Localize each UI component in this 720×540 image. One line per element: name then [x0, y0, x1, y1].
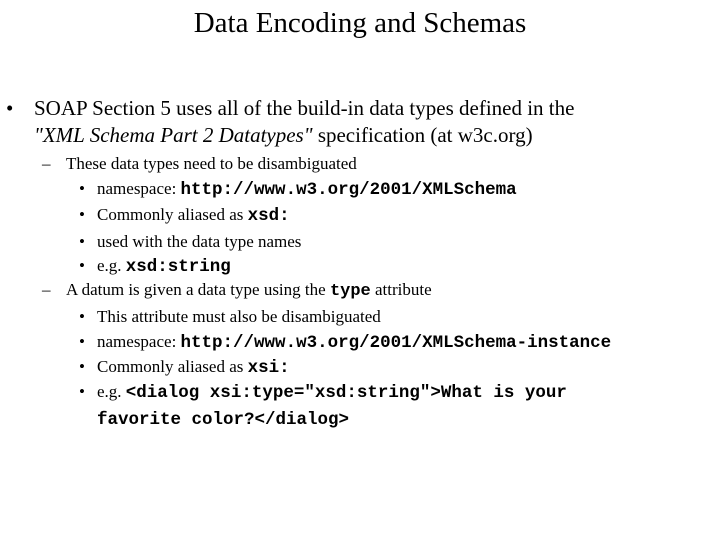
item-prefix: Commonly aliased as	[97, 357, 248, 376]
item-code: http://www.w3.org/2001/XMLSchema	[180, 180, 517, 200]
item-prefix: e.g.	[97, 256, 126, 275]
item-code: <dialog xsi:type="xsd:string">What is your	[125, 383, 567, 403]
dot-marker: •	[79, 357, 85, 376]
dot-marker: •	[79, 179, 85, 198]
bullet-text: SOAP Section 5 uses all of the build-in data types defined in the	[34, 96, 575, 120]
item-code: xsd:	[247, 206, 290, 226]
dash-marker: –	[42, 280, 51, 299]
subbullet-code: type	[329, 282, 371, 301]
item-alias-xsd	[79, 202, 707, 229]
item-namespace-xsd	[79, 176, 707, 203]
item-prefix: namespace:	[97, 179, 181, 198]
dot-marker: •	[79, 382, 85, 401]
subbullet-text: These data types need to be disambiguated	[66, 154, 357, 173]
item-prefix: e.g.	[97, 382, 126, 401]
item-prefix: Commonly aliased as	[97, 205, 248, 224]
bullet-marker: •	[6, 96, 14, 120]
bullet-soap-section5	[6, 95, 704, 149]
subbullet-text: A datum is given a data type using the	[66, 280, 330, 299]
subbullet-text-tail: attribute	[370, 280, 432, 299]
item-prefix: used with the data type names	[97, 232, 302, 251]
item-code: xsi:	[247, 358, 290, 378]
bullet-text-tail: specification (at w3c.org)	[312, 123, 533, 147]
item-code-line2: favorite color?</dialog>	[97, 410, 350, 430]
dot-marker: •	[79, 232, 85, 251]
item-alias-xsi	[79, 354, 707, 381]
dot-marker: •	[79, 307, 85, 326]
item-code: xsd:string	[125, 257, 231, 277]
dash-marker: –	[42, 154, 51, 173]
subbullet-type-attribute	[42, 279, 706, 303]
item-example-xsd-string	[79, 253, 707, 280]
slide-title: Data Encoding and Schemas	[193, 7, 527, 39]
item-attr-disambiguated	[79, 304, 707, 329]
item-code: http://www.w3.org/2001/XMLSchema-instance	[180, 333, 612, 353]
item-namespace-xsi	[79, 329, 707, 356]
item-example-dialog	[79, 379, 707, 433]
dot-marker: •	[79, 256, 85, 275]
subbullet-disambiguated	[42, 153, 706, 175]
dot-marker: •	[79, 332, 85, 351]
item-prefix: This attribute must also be disambiguated	[97, 307, 381, 326]
bullet-spec-name: "XML Schema Part 2 Datatypes"	[34, 123, 313, 147]
item-type-names	[79, 229, 707, 254]
item-prefix: namespace:	[97, 332, 181, 351]
dot-marker: •	[79, 205, 85, 224]
